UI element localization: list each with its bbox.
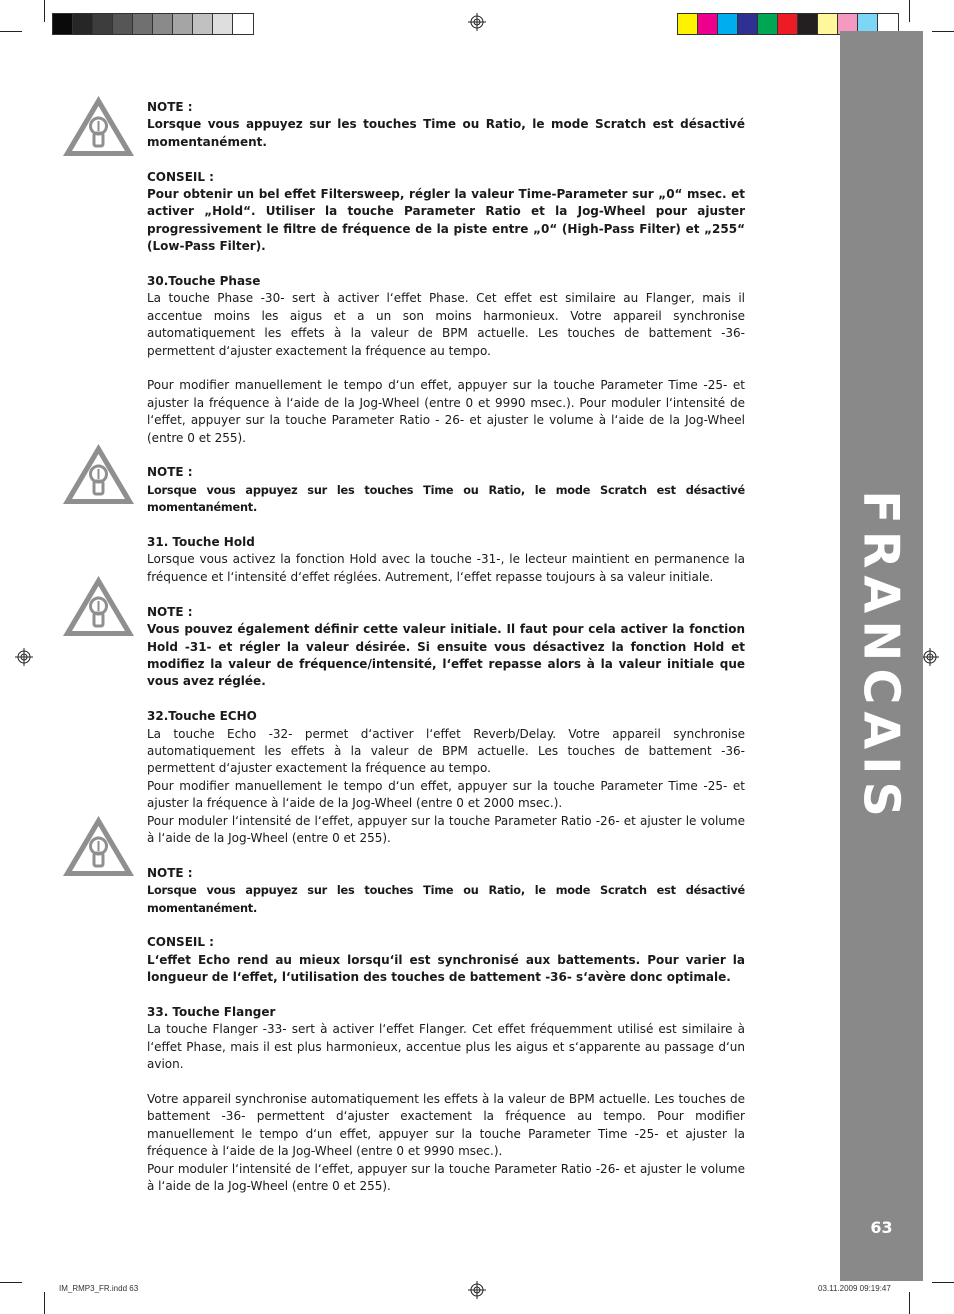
note-block [147, 99, 745, 151]
section-flanger [147, 1004, 745, 1074]
crop-mark [932, 1282, 954, 1283]
color-swatch [173, 14, 193, 34]
paragraph: La touche Flanger -33- sert à activer l‘effet Flanger. Cet effet fréquemment utilisé est similaire à l‘effet Phase, mais il est plus harmonieux, accentue plus les aigus et s‘apparente au passage d‘un avion. [147, 1022, 745, 1072]
paragraph: La touche Echo -32- permet d‘activer l‘effet Reverb/Delay. Votre appareil synchronise automatiquement les effets à la valeur de BPM actuelle. Les touches de battement -36- permettent d‘ajuster exactement la fréquence au tempo. [147, 726, 745, 776]
note-block [147, 464, 745, 516]
note-text: Lorsque vous appuyez sur les touches Time ou Ratio, le mode Scratch est désactivé momentanément. [147, 884, 745, 915]
color-swatch [233, 14, 253, 34]
section-heading: 31. Touche Hold [147, 535, 255, 550]
color-swatch [818, 14, 838, 34]
color-swatch [718, 14, 738, 34]
note-heading: NOTE : [147, 100, 193, 114]
warning-triangle-icon [61, 574, 136, 638]
note-heading: NOTE : [147, 604, 193, 619]
color-swatch [758, 14, 778, 34]
registration-mark-icon [15, 648, 33, 666]
paragraph: Votre appareil synchronise automatiquement les effets à la valeur de BPM actuelle. Les touches de battement -36- permettent d‘ajuster exactement la fréquence au tempo. Pour modifier manuellement le tempo d‘un effet, appuyer sur la touche Parameter Time -25- et ajuster la fréquence à l‘aide de la Jog-Wheel (entre 0 et 9990 msec.). [147, 1091, 745, 1159]
section-phase-continued [147, 377, 745, 447]
section-phase [147, 273, 745, 360]
note-text: Lorsque vous appuyez sur les touches Time ou Ratio, le mode Scratch est désactivé momentanément. [147, 483, 745, 515]
paragraph: Lorsque vous activez la fonction Hold avec la touche -31-, le lecteur maintient en permanence la fréquence et l‘intensité d‘effet réglées. Autrement, l‘effet repasse toujours à sa valeur initiale. [147, 552, 745, 584]
tip-text: Pour obtenir un bel effet Filtersweep, régler la valeur Time-Parameter sur „0“ msec. et activer „Hold“. Utiliser la touche Parameter Ratio et la Jog-Wheel pour ajuster progressivement le filtre de fréquence de la piste entre „0“ (High-Pass Filter) et „255“ (Low-Pass Filter). [147, 187, 745, 254]
crop-mark [0, 31, 22, 32]
section-heading: 32.Touche ECHO [147, 709, 257, 724]
color-swatch [698, 14, 718, 34]
color-swatch [153, 14, 173, 34]
tip-block [147, 934, 745, 986]
crop-mark [0, 1282, 22, 1283]
language-title: FRANCAIS [852, 490, 910, 824]
color-swatch [93, 14, 113, 34]
page-number: 63 [870, 1218, 893, 1237]
color-swatch [53, 14, 73, 34]
registration-mark-icon [468, 13, 486, 31]
color-swatch [193, 14, 213, 34]
crop-mark [44, 0, 45, 22]
crop-mark [932, 31, 954, 32]
section-heading: 33. Touche Flanger [147, 1004, 276, 1019]
crop-mark [44, 1292, 45, 1314]
note-heading: NOTE : [147, 465, 193, 480]
section-hold [147, 534, 745, 586]
section-flanger-continued [147, 1091, 745, 1195]
warning-triangle-icon [61, 814, 136, 878]
paragraph: Pour moduler l‘intensité de l‘effet, appuyer sur la touche Parameter Ratio -26- et ajuster le volume à l‘aide de la Jog-Wheel (entre 0 et 255). [147, 1161, 745, 1194]
color-swatch [798, 14, 818, 34]
tip-block [147, 169, 745, 256]
color-swatch [678, 14, 698, 34]
color-swatch [113, 14, 133, 34]
color-swatch [738, 14, 758, 34]
tip-heading: CONSEIL : [147, 935, 214, 950]
note-text: Lorsque vous appuyez sur les touches Time ou Ratio, le mode Scratch est désactivé momentanément. [147, 117, 745, 149]
gray-color-bar [52, 13, 254, 35]
crop-mark [909, 1292, 910, 1314]
warning-triangle-icon [61, 94, 136, 158]
warning-triangle-icon [61, 442, 136, 506]
footer-file-info: IM_RMP3_FR.indd 63 [59, 1284, 139, 1293]
color-swatch [73, 14, 93, 34]
crop-mark [909, 0, 910, 22]
paragraph: Pour modifier manuellement le tempo d‘un effet, appuyer sur la touche Parameter Time -25- et ajuster la fréquence à l‘aide de la Jog-Wheel (entre 0 et 9990 msec.). Pour moduler l‘intensité de l‘effet, appuyer sur la touche Parameter Ratio - 26- et ajuster le volume à l‘aide de la Jog-Wheel (entre 0 et 255). [147, 378, 745, 445]
note-heading: NOTE : [147, 865, 193, 880]
registration-mark-icon [468, 1281, 486, 1299]
paragraph: La touche Phase -30- sert à activer l‘effet Phase. Cet effet est similaire au Flanger, mais il accentue moins les aigus et a un son moins harmonieux. Votre appareil synchronise automatiquement les effets à la valeur de BPM actuelle. Les touches de battement -36- permettent d‘ajuster exactement la fréquence au tempo. [147, 291, 745, 358]
paragraph: Pour moduler l‘intensité de l‘effet, appuyer sur la touche Parameter Ratio -26- et ajuster le volume à l‘aide de la Jog-Wheel (entre 0 et 255). [147, 813, 745, 845]
color-swatch [133, 14, 153, 34]
tip-heading: CONSEIL : [147, 169, 214, 184]
registration-mark-icon [921, 648, 939, 666]
color-swatch [778, 14, 798, 34]
paragraph: Pour modifier manuellement le tempo d‘un effet, appuyer sur la touche Parameter Time -25- et ajuster la fréquence à l‘aide de la Jog-Wheel (entre 0 et 2000 msec.). [147, 778, 745, 811]
note-block [147, 865, 745, 917]
tip-text: L‘effet Echo rend au mieux lorsqu‘il est synchronisé aux battements. Pour varier la longueur de l‘effet, l‘utilisation des touches de battement -36- s‘avère donc optimale. [147, 952, 745, 985]
note-block [147, 604, 745, 691]
note-text: Vous pouvez également définir cette valeur initiale. Il faut pour cela activer la fonction Hold -31- et régler la valeur désirée. Si ensuite vous désactivez la fonction Hold et modifiez la valeur de fréquence/intensité, l‘effet repasse alors à la valeur initiale que vous avez réglée. [147, 622, 745, 689]
section-echo [147, 708, 745, 847]
footer-timestamp: 03.11.2009 09:19:47 [818, 1284, 891, 1293]
section-heading: 30.Touche Phase [147, 274, 261, 289]
color-swatch [213, 14, 233, 34]
manual-content [147, 99, 745, 1195]
